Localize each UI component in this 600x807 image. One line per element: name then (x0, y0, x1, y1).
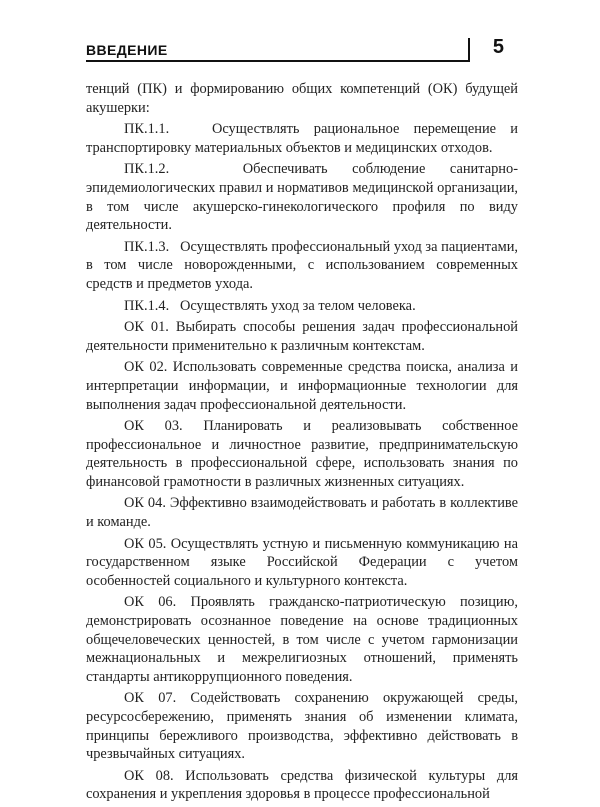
competency-ok-06: ОК 06. Проявлять гражданско-патриотическую позицию, демонстрировать осознанное поведение на основе традиционных общечеловеческих ценностей, в том числе с учетом гармонизации межнациональных и межрелигиозных отношений, применять стандарты антикоррупционного поведения. (86, 594, 518, 685)
competency-ok-04: ОК 04. Эффективно взаимодействовать и работать в коллективе и команде. (86, 495, 518, 531)
page-number: 5 (492, 36, 504, 58)
paragraph-intro: тенций (ПК) и формированию общих компетенций (ОК) будущей акушерки: (86, 81, 518, 116)
competency-ok-05: ОК 05. Осуществлять устную и письменную коммуникацию на государственном языке Российской Федерации с учетом особенностей социального и культурного контекста. (86, 535, 518, 589)
body-text (86, 80, 518, 807)
header-divider (468, 38, 470, 62)
competency-ok-08: ОК 08. Использовать средства физической культуры для сохранения и укрепления здоровья в процессе профессиональной (86, 767, 518, 803)
competency-ok-07: ОК 07. Содействовать сохранению окружающей среды, ресурсосбережению, применять знания об изменении климата, принципы бережливого производства, эффективно действовать в чрезвычайных ситуациях. (86, 690, 518, 763)
header-rule (86, 60, 470, 62)
competency-pk-1-1: ПК.1.1. Осуществлять рациональное перемещение и транспортировку материальных объектов и медицинских отходов. (86, 121, 518, 156)
competency-pk-1-2: ПК.1.2. Обеспечивать соблюдение санитарно-эпидемиологических правил и нормативов медицинской организации, в том числе акушерско-гинекологического профиля по виду деятельности. (86, 161, 518, 234)
competency-pk-1-4: ПК.1.4. Осуществлять уход за телом человека. (124, 297, 416, 314)
competency-ok-02: ОК 02. Использовать современные средства поиска, анализа и интерпретации информации, и информационные технологии для выполнения задач профессиональной деятельности. (86, 359, 518, 413)
competency-ok-01: ОК 01. Выбирать способы решения задач профессиональной деятельности применительно к различным контекстам. (86, 319, 518, 354)
section-title: ВВЕДЕНИЕ (86, 42, 168, 58)
competency-pk-1-3: ПК.1.3. Осуществлять профессиональный уход за пациентами, в том числе новорожденными, с использованием современных средств и предметов ухода. (86, 238, 518, 292)
running-header (86, 36, 518, 66)
competency-ok-03: ОК 03. Планировать и реализовывать собственное профессиональное и личностное развитие, предпринимательскую деятельность в профессиональной сфере, использовать знания по финансовой грамотности в различных жизненных ситуациях. (86, 418, 518, 490)
